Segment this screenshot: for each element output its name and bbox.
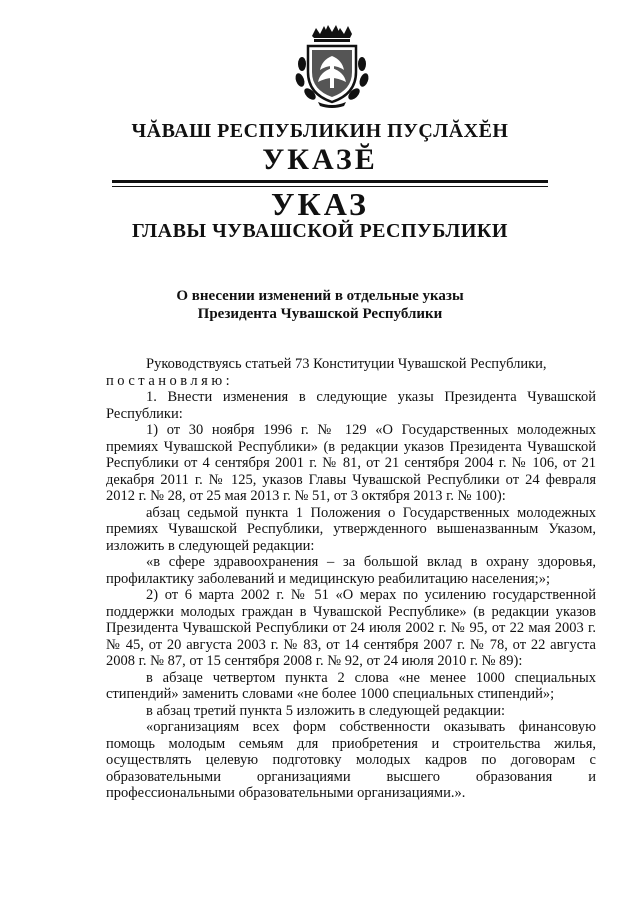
paragraph-item-1: 1. Внести изменения в следующие указы Президента Чувашской Республики: xyxy=(106,389,596,422)
header-ukaz: УКАЗ xyxy=(271,186,369,222)
header-ukaze: УКАЗĔ xyxy=(262,143,378,176)
paragraph-quote-2: «организациям всех форм собственности оказывать финансовую помощь молодым семьям для приобретения и строительства жилья, осуществлять целевую подготовку молодых кадров по договорам с образовательными организациями высшего образования и профессиональными образовательными организациями.». xyxy=(106,719,596,801)
paragraph-amendment-1: абзац седьмой пункта 1 Положения о Государственных молодежных премиях Чувашской Республики, утвержденного вышеназванным Указом, изложить в следующей редакции: xyxy=(106,504,596,554)
header-chuvash-line: ЧĂВАШ РЕСПУБЛИКИН ПУÇЛĂХĔН xyxy=(131,120,509,142)
decree-title-line2: Президента Чувашской Республики xyxy=(197,306,443,322)
paragraph-subitem-2: 2) от 6 марта 2002 г. № 51 «О мерах по усилению государственной поддержки молодых граждан в Чувашской Республике» (в редакции указов Президента Чувашской Республики от 24 июля 2002 г. № 95, от 22 мая 2003 г. № 45, от 20 августа 2003 г. № 83, от 14 сентября 2007 г. № 78, от 22 августа 2008 г. № 87, от 15 сентября 2008 г. № 92, от 24 июля 2010 г. № 89): xyxy=(106,587,596,669)
paragraph-resolve: постановляю: xyxy=(106,372,234,389)
paragraph-amendment-2: в абзаце четвертом пункта 2 слова «не менее 1000 специальных стипендий» заменить словами «не более 1000 специальных стипендий»; xyxy=(106,669,596,702)
paragraph-amendment-3: в абзац третий пункта 5 изложить в следующей редакции: xyxy=(146,702,506,719)
paragraph-preamble: Руководствуясь статьей 73 Конституции Чувашской Республики, xyxy=(146,356,547,372)
paragraph-quote-1: «в сфере здравоохранения – за большой вклад в охрану здоровья, профилактику заболеваний и медицинскую реабилитацию населения;»; xyxy=(106,554,596,587)
paragraph-subitem-1: 1) от 30 ноября 1996 г. № 129 «О Государственных молодежных премиях Чувашской Республики» (в редакции указов Президента Чувашской Республики от 4 сентября 2001 г. № 81, от 21 сентября 2004 г. № 106, от 21 декабря 2011 г. № 125, указов Главы Чувашской Республики от 24 февраля 2012 г. № 28, от 25 мая 2013 г. № 51, от 3 октября 2013 г. № 100): xyxy=(106,422,596,504)
header-divider-thick xyxy=(112,180,548,183)
decree-body xyxy=(106,356,596,802)
coat-of-arms-emblem xyxy=(290,24,374,108)
header-russian-line: ГЛАВЫ ЧУВАШСКОЙ РЕСПУБЛИКИ xyxy=(132,220,508,242)
decree-title-line1: О внесении изменений в отдельные указы xyxy=(176,288,464,304)
decree-title xyxy=(0,287,640,323)
